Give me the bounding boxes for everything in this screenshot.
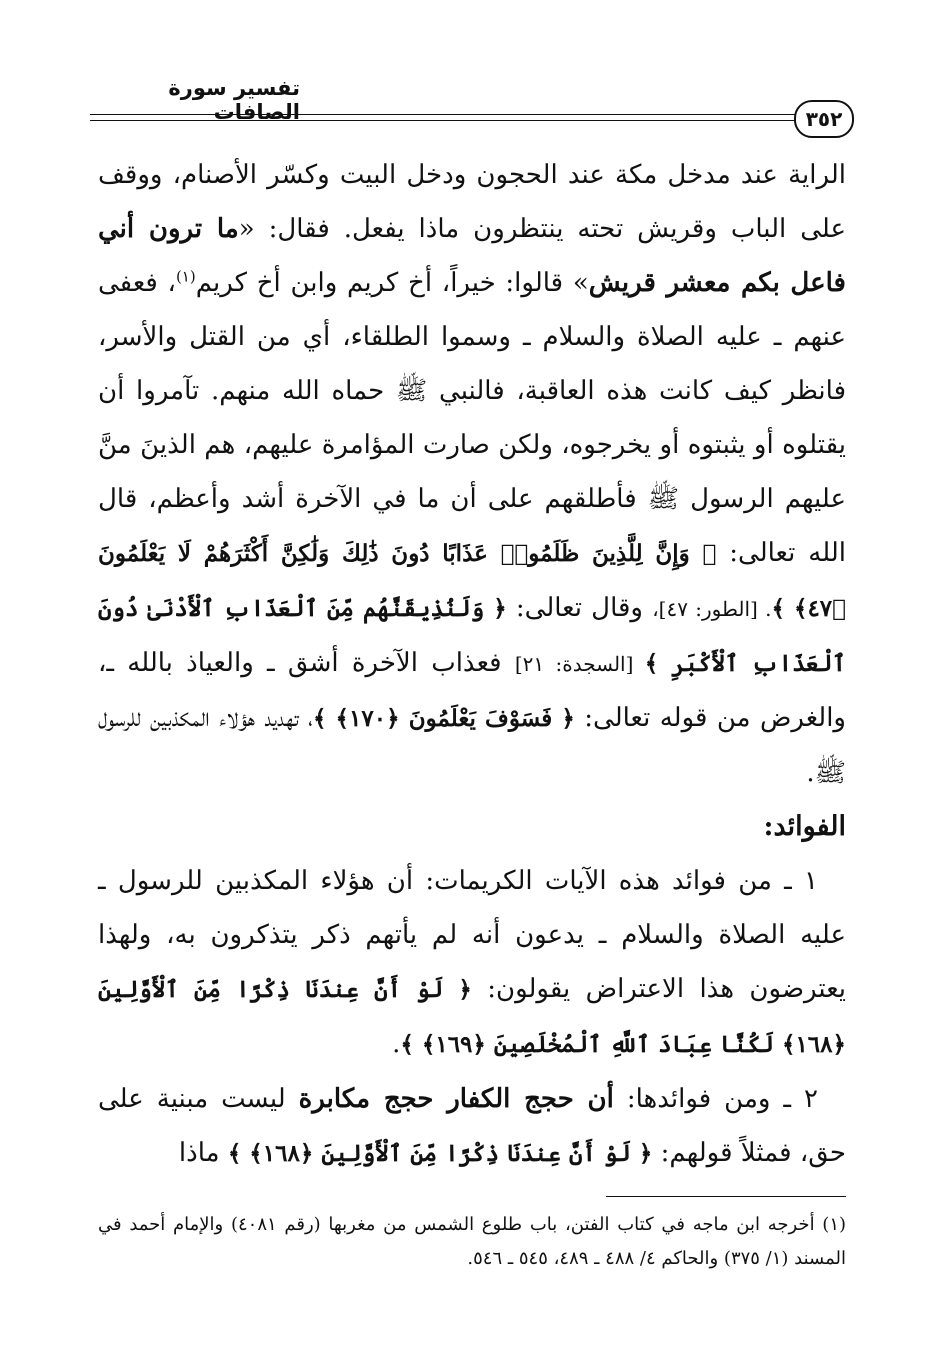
paragraph-3	[98, 1072, 846, 1181]
header-rule	[90, 114, 800, 115]
quran-verse: ﴿ فَسَوْفَ يَعْلَمُونَ ﴿١٧٠﴾ ﴾	[312, 705, 575, 732]
text-run: ، تهديد هؤلاء المكذبين للرسول ﷺ.	[98, 703, 846, 788]
text-run: » قالوا: خيراً، أخ كريم وابن أخ كريم	[195, 268, 589, 298]
running-title: تفسير سورة الصافات	[168, 76, 300, 124]
paragraph-1	[98, 148, 846, 800]
prophet-quote: ما ترون أني فاعل بكم معشر قريش	[98, 214, 846, 298]
quran-verse: ﴿ لَوْ أَنَّ عِندَنَا ذِكْرًا مِّنَ ٱلْأَوَّلِينَ ﴿١٦٨﴾ ﴾	[227, 1140, 653, 1167]
text-run: ليست مبنية على حق، فمثلاً قولهم:	[98, 1084, 846, 1168]
verse-reference: [السجدة: ٢١]	[514, 652, 645, 676]
text-run: وقال تعالى:	[506, 593, 653, 623]
footnotes	[98, 1208, 846, 1276]
footnote-rule	[606, 1196, 846, 1197]
verse-reference: . [الطور: ٤٧]،	[652, 597, 772, 621]
text-run: ، فعفى عنهم ـ عليه الصلاة والسلام ـ وسموا الطلقاء، أي من القتل والأسر، فانظر كيف كانت هذه العاقبة، فالنبي ﷺ حماه الله منهم. تآمروا أن يقتلوه أو يثبتوه أو يخرجوه، ولكن صارت المؤامرة عليهم، هم الذينَ منَّ عليهم الرسول ﷺ فأطلقهم على أن ما في الآخرة أشد وأعظم، قال الله تعالى:	[98, 268, 846, 568]
quran-verse: ﴿ وَلَنُذِيقَنَّهُم مِّنَ ٱلْعَذَابِ ٱلْأَدْنَىٰ دُونَ ٱلْعَذَابِ ٱلْأَكْبَرِ ﴾	[98, 595, 846, 677]
section-heading: الفوائد:	[763, 811, 846, 842]
quran-verse: ﴿ لَوْ أَنَّ عِندَنَا ذِكْرًا مِّنَ ٱلْأَوَّلِينَ ﴿١٦٨﴾ لَكُنَّا عِبَادَ ٱللَّهِ ٱلْمُخْلَصِينَ ﴿١٦٩﴾ ﴾	[98, 976, 846, 1058]
paragraph-2	[98, 854, 846, 1072]
text-run: ٢ ـ ومن فوائدها:	[613, 1084, 819, 1114]
text-run: ماذا	[178, 1138, 228, 1168]
text-run: الراية عند مدخل مكة عند الحجون ودخل البيت وكسّر الأصنام، ووقف على الباب وقريش تحته ينتظرون ماذا يفعل. فقال: «	[98, 160, 846, 244]
footnote-marker: (١)	[175, 267, 196, 286]
footnote-1: (١) أخرجه ابن ماجه في كتاب الفتن، باب طلوع الشمس من مغربها (رقم ٤٠٨١) والإمام أحمد في المسند (١/ ٣٧٥) والحاكم ٤/ ٤٨٨ ـ ٤٨٩، ٥٤٥ ـ ٥٤٦.	[98, 1214, 847, 1269]
text-run: فعذاب الآخرة أشق ـ والعياذ بالله ـ، والغرض من قوله تعالى:	[98, 648, 846, 733]
text-run: .	[392, 1029, 401, 1059]
quran-verse: ﴿ وَإِنَّ لِلَّذِينَ ظَلَمُوا۟ عَذَابًا دُونَ ذَٰلِكَ وَلَٰكِنَّ أَكْثَرَهُمْ لَا يَعْلَمُونَ ﴿٤٧﴾ ﴾	[98, 540, 846, 622]
body-text	[98, 148, 846, 1181]
emphasized-text: أن حجج الكفار حجج مكابرة	[298, 1084, 614, 1114]
header-rule-thin	[90, 120, 800, 121]
text-run: ١ ـ من فوائد هذه الآيات الكريمات: أن هؤلاء المكذبين للرسول ـ عليه الصلاة والسلام ـ يدعون أنه لم يأتهم ذكر يتذكرون به، ولهذا يعترضون هذا الاعتراض يقولون:	[98, 866, 846, 1004]
page-number-badge: ٣٥٢	[794, 100, 854, 138]
